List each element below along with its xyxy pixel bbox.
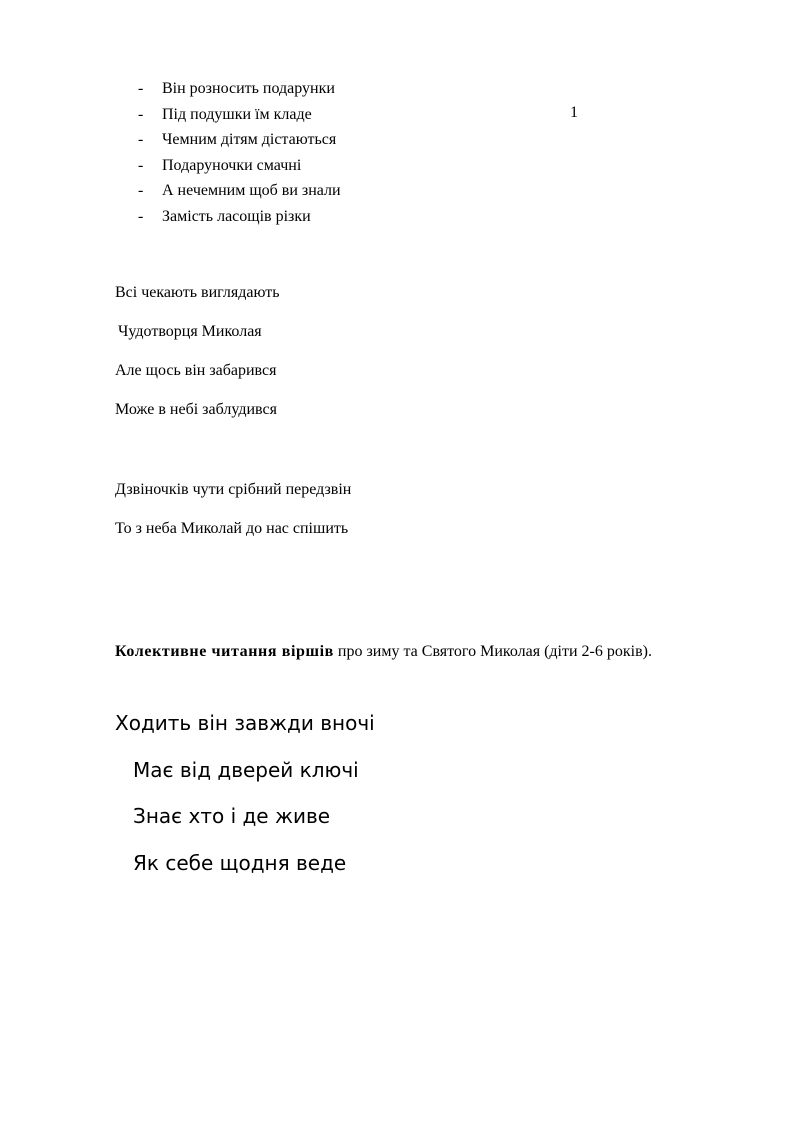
list-item (138, 153, 341, 179)
dash-list (138, 76, 341, 230)
verse-line: Але щось він забарився (115, 362, 277, 379)
poem-line: Ходить він завжди вночі (115, 711, 375, 735)
list-dash: - (138, 80, 144, 97)
verse-line: Всі чекають виглядають (115, 284, 280, 301)
list-dash: - (138, 207, 144, 225)
poem (115, 700, 375, 886)
verse-line: То з неба Миколай до нас спішить (115, 520, 349, 537)
section-intro-text: про зиму та Святого Миколая (діти 2-6 років). (333, 643, 652, 660)
list-dash: - (138, 182, 144, 200)
section-intro (115, 640, 652, 664)
list-item (138, 102, 341, 128)
list-item (138, 204, 341, 230)
list-item-text: Чемним дітям дістаються (162, 131, 337, 149)
list-dash: - (138, 105, 144, 123)
list-item-text: Замість ласощів різки (162, 207, 311, 225)
list-dash: - (138, 156, 144, 174)
poem-line: Як себе щодня веде (133, 850, 347, 875)
list-item-text: А нечемним щоб ви знали (162, 182, 341, 200)
section-intro-bold: Колективне читання віршів (115, 643, 334, 660)
list-item-text: Він розносить подарунки (162, 80, 335, 97)
list-item (138, 178, 341, 204)
verse-line: Може в небі заблудився (115, 401, 277, 418)
list-item-text: Подаруночки смачні (162, 156, 302, 174)
verse-stanza-2 (115, 470, 351, 548)
list-item-text: Під подушки їм кладе (162, 105, 312, 123)
page-number: 1 (570, 104, 578, 121)
verse-stanza-1 (115, 273, 280, 429)
verse-line: Дзвіночків чути срібний передзвін (115, 481, 352, 498)
verse-line: Чудотворця Миколая (118, 323, 262, 340)
poem-line: Має від дверей ключі (133, 757, 359, 782)
list-item (138, 76, 341, 102)
list-dash: - (138, 131, 144, 149)
poem-line: Знає хто і де живе (133, 804, 331, 828)
list-item (138, 127, 341, 153)
